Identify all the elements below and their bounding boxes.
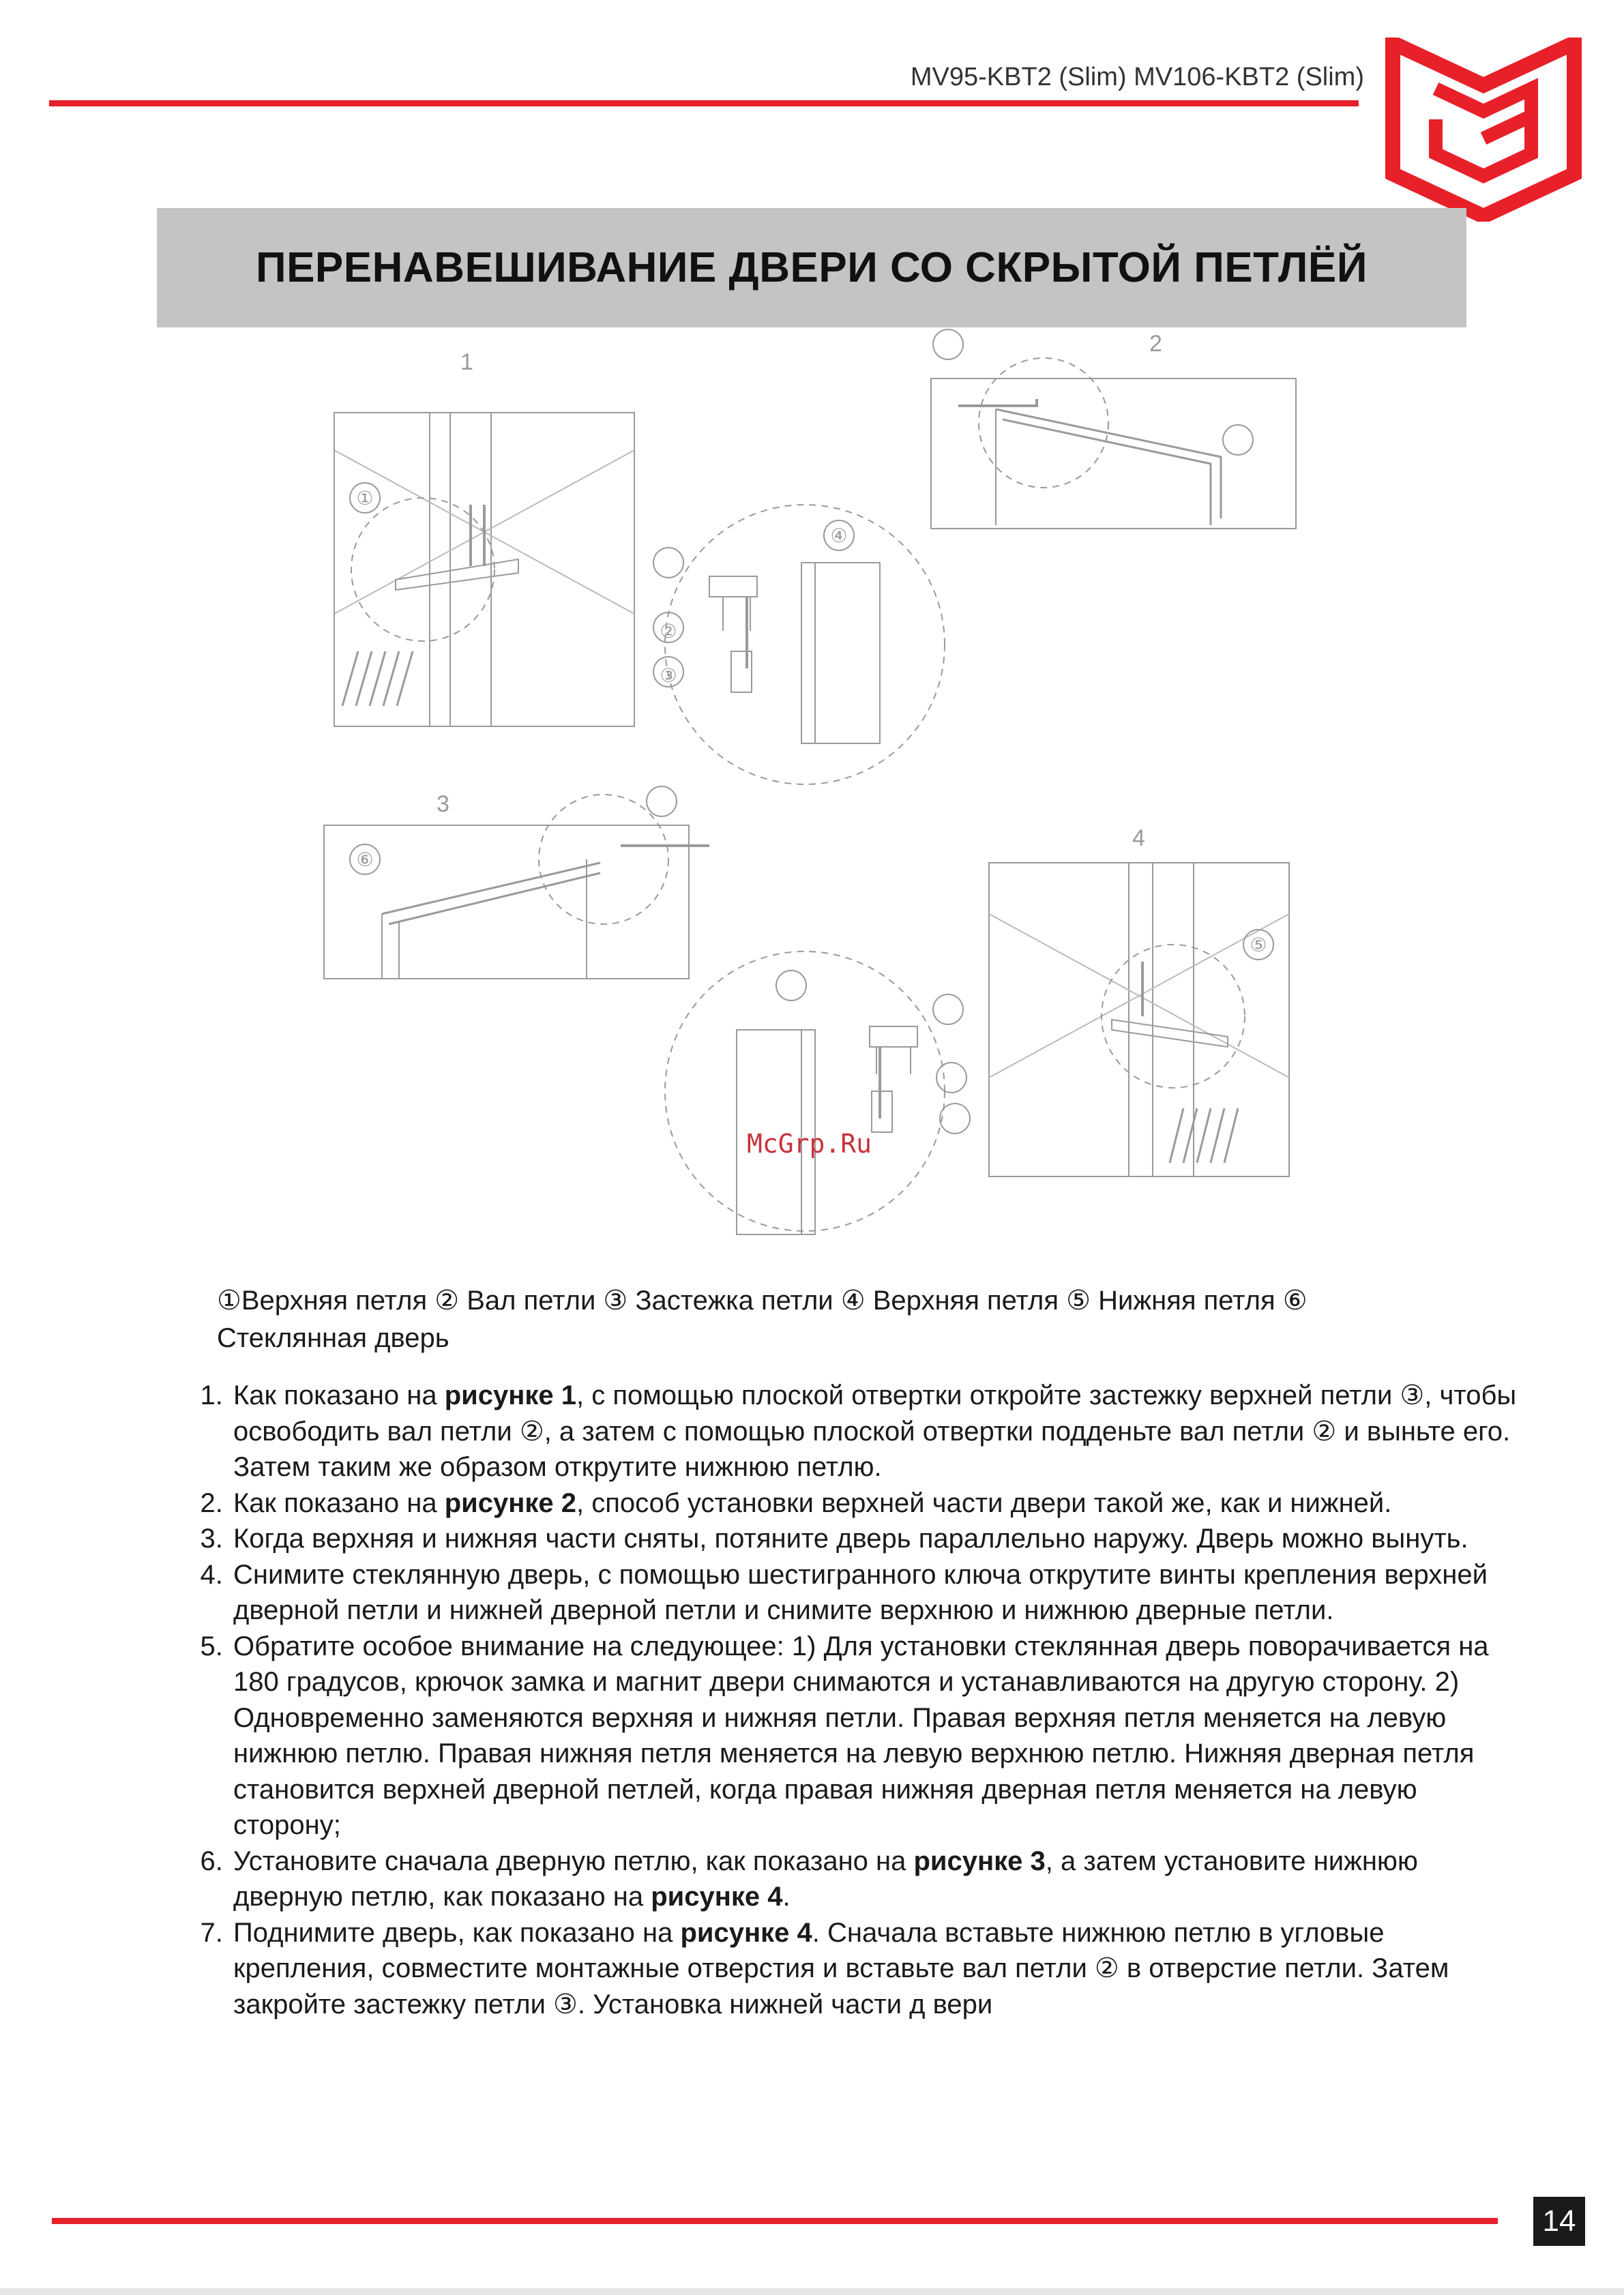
callout-2: ② <box>660 620 677 642</box>
figure-legend: ①Верхняя петля ② Вал петли ③ Застежка петли ④ Верхняя петля ⑤ Нижняя петля ⑥ Стеклянная дверь <box>217 1286 1308 1353</box>
section-title-banner <box>157 208 1466 327</box>
detail-bottom <box>665 951 970 1234</box>
detail-top <box>653 505 945 784</box>
watermark: McGrp.Ru <box>747 1129 872 1159</box>
list-item: 5. Обратите особое внимание на следующее: 1) Для установки стеклянная дверь поворачивается на 180 градусов, крючок замка и магнит двери снимаются и устанавливаются на другую сторону. 2) Одновременно заменяются верхняя и нижняя петли. Правая верхняя петля меняется на левую нижнюю петлю. Правая нижняя петля меняется на левую верхнюю петлю. Нижняя дверная петля становится верхней дверной петлей, когда правая нижняя дверная петля меняется на левую сторону; <box>231 1629 1526 1844</box>
callout-4: ④ <box>830 524 848 547</box>
figure-1 <box>334 413 634 726</box>
figure-label-2: 2 <box>1149 331 1162 357</box>
list-item: 6. Установите сначала дверную петлю, как показано на рисунке 3, а затем установите нижнюю дверную петлю, как показано на рисунке 4. <box>231 1844 1526 1915</box>
callout-3: ③ <box>660 664 677 687</box>
list-item: 4. Снимите стеклянную дверь, с помощью шестигранного ключа открутите винты крепления верхней дверной петли и нижней дверной петли и снимите верхнюю и нижнюю дверные петли. <box>231 1557 1526 1629</box>
figure-label-4: 4 <box>1132 825 1145 851</box>
instruction-steps <box>177 1378 1526 2022</box>
callout-5: ⑤ <box>1250 934 1267 956</box>
hinge-diagram <box>314 327 1323 1269</box>
list-item: 1. Как показано на рисунке 1, с помощью плоской отвертки откройте застежку верхней петли ③, чтобы освободить вал петли ②, а затем с помощью плоской отвертки подденьте вал петли ② и выньте его. Затем таким же образом открутите нижнюю петлю. <box>231 1378 1526 1485</box>
callout-1: ① <box>356 487 374 509</box>
section-title: ПЕРЕНАВЕШИВАНИЕ ДВЕРИ СО СКРЫТОЙ ПЕТЛЁЙ <box>256 244 1368 291</box>
footer-divider <box>52 2218 1498 2224</box>
list-item: 2. Как показано на рисунке 2, способ установки верхней части двери такой же, как и нижней. <box>231 1485 1526 1522</box>
list-item: 3. Когда верхняя и нижняя части сняты, потяните дверь параллельно наружу. Дверь можно вынуть. <box>231 1521 1526 1557</box>
figure-3 <box>324 786 709 979</box>
figure-label-3: 3 <box>437 791 449 817</box>
callout-6: ⑥ <box>356 848 374 871</box>
page-number: 14 <box>1533 2197 1585 2246</box>
header-divider <box>49 100 1359 106</box>
figure-2 <box>931 329 1296 529</box>
brand-logo-icon <box>1385 38 1582 222</box>
list-item: 7. Поднимите дверь, как показано на рисунке 4. Сначала вставьте нижнюю петлю в угловые крепления, совместите монтажные отверстия и вставьте вал петли ② в отверстие петли. Затем закройте застежку петли ③. Установка нижней части д вери <box>231 1915 1526 2023</box>
figure-4 <box>989 863 1289 1176</box>
page-edge <box>0 2288 1624 2295</box>
figure-label-1: 1 <box>460 349 473 375</box>
model-header: MV95-KBT2 (Slim) MV106-KBT2 (Slim) <box>910 63 1364 91</box>
